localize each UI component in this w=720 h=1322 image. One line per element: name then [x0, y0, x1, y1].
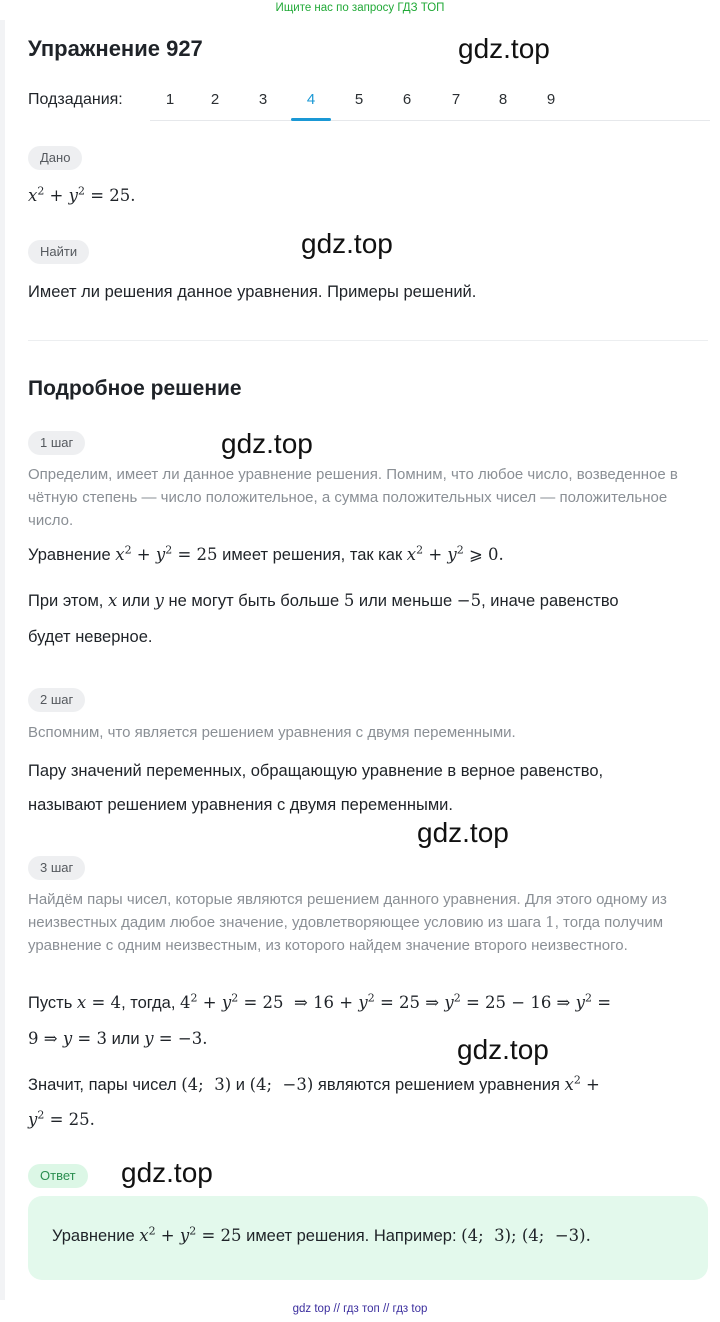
step-1-line-2: При этом, x или y не могут быть больше 5 или меньше −5, иначе равенство: [28, 591, 619, 610]
tab-8[interactable]: 8: [498, 91, 508, 108]
watermark: gdz.top: [301, 228, 393, 259]
answer-text: Уравнение $x^2 + y^2 = 25$ имеет решения. Например: (4; 3); (4; −3).: [52, 1224, 591, 1245]
tab-1[interactable]: 1: [165, 91, 175, 108]
step-3-line-4: $y^2 = 25$.: [28, 1108, 95, 1129]
step-2-badge: 2 шаг: [28, 688, 85, 712]
tab-3[interactable]: 3: [258, 91, 268, 108]
tab-5[interactable]: 5: [354, 91, 364, 108]
step-3-line-1: Пусть x = 4, тогда, $4^2 + y^2 = 25$ ⇒ $16 + y^2 = 25$ ⇒ $y^2 = 25 - 16$ ⇒ $y^2$ =: [28, 991, 612, 1012]
answer-badge: Ответ: [28, 1164, 88, 1188]
step-2-line-1: Пару значений переменных, обращающую уравнение в верное равенство,: [28, 762, 604, 780]
step-1-line-3: будет неверное.: [28, 628, 153, 646]
find-badge: Найти: [28, 240, 89, 264]
step-2-hint: Вспомним, что является решением уравнения с двумя переменными.: [28, 724, 516, 741]
watermark: gdz.top: [417, 817, 509, 848]
section-divider: [28, 340, 708, 341]
step-3-badge: 3 шаг: [28, 856, 85, 880]
tab-9[interactable]: 9: [546, 91, 556, 108]
step-2-line-2: называют решением уравнения с двумя переменными.: [28, 796, 453, 814]
answer-box: [28, 1196, 708, 1280]
step-1-badge: 1 шаг: [28, 431, 85, 455]
left-rail: [0, 20, 5, 1300]
footer-links[interactable]: gdz top // гдз топ // гдз top: [292, 1303, 428, 1315]
page-title: Упражнение 927: [28, 36, 203, 61]
tab-7[interactable]: 7: [451, 91, 461, 108]
step-3-line-2: 9 ⇒ y = 3 или y = −3.: [28, 1029, 208, 1048]
find-text: Имеет ли решения данное уравнения. Примеры решений.: [28, 283, 477, 301]
tab-4[interactable]: 4: [291, 84, 331, 120]
tab-2[interactable]: 2: [210, 91, 220, 108]
solution-heading: Подробное решение: [28, 377, 242, 400]
step-1-line-1: Уравнение $x^2 + y^2 = 25$ имеет решения, так как $x^2 + y^2$ ⩾ 0.: [28, 543, 504, 564]
given-equation: $x^2 + y^2 = 25$.: [28, 184, 136, 205]
subtask-tabs: [150, 84, 710, 121]
step-3-hint: Найдём пары чисел, которые являются решением данного уравнения. Для этого одному из неизвестных дадим любое значение, удовлетворяющее условию из шага 1, тогда получим уравнение с одним неизвестным, из которого найдем значение второго неизвестного.: [28, 891, 667, 954]
given-badge: Дано: [28, 146, 82, 170]
watermark: gdz.top: [458, 33, 550, 64]
top-banner[interactable]: Ищите нас по запросу ГДЗ ТОП: [275, 2, 445, 14]
watermark: gdz.top: [221, 428, 313, 459]
subtasks-label: Подзадания:: [28, 91, 123, 108]
step-3-line-3: Значит, пары чисел (4; 3) и (4; −3) являются решением уравнения $x^2$ +: [28, 1073, 600, 1094]
watermark: gdz.top: [121, 1157, 213, 1188]
watermark: gdz.top: [457, 1034, 549, 1065]
step-1-hint: Определим, имеет ли данное уравнение решения. Помним, что любое число, возведенное в чётную степень — число положительное, а сумма положительных чисел — положительное число.: [28, 466, 678, 529]
tab-6[interactable]: 6: [402, 91, 412, 108]
